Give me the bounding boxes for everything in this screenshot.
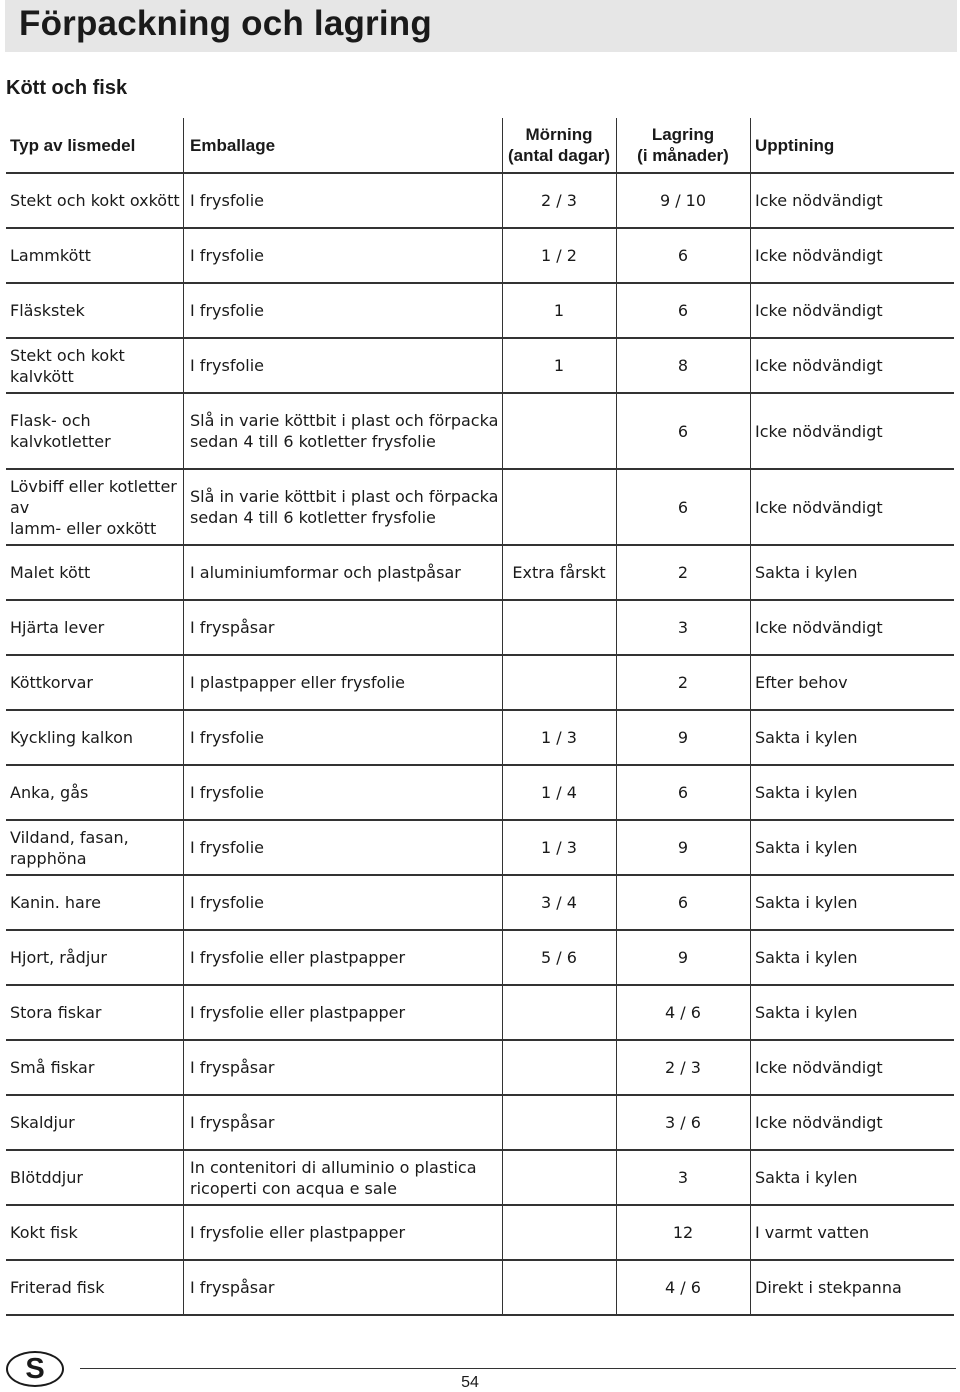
table-row: [6, 394, 954, 470]
food-type-cell: Anka, gås: [10, 783, 89, 802]
table-row: [6, 931, 954, 986]
packaging-cell: I frysfolie: [190, 838, 264, 857]
food-type-cell: Köttkorvar: [10, 673, 93, 692]
thawing-cell: Efter behov: [755, 673, 848, 692]
table-row: [6, 1261, 954, 1316]
storage-months-cell: 9 / 10: [659, 191, 707, 210]
storage-months-cell: 9: [677, 948, 689, 967]
packaging-cell: I frysfolie eller plastpapper: [190, 1003, 406, 1022]
storage-months-cell: 3: [677, 618, 689, 637]
food-type-cell: Små fiskar: [10, 1058, 95, 1077]
aging-days-cell: [503, 1206, 615, 1259]
packaging-cell: I frysfolie: [190, 191, 264, 210]
aging-days-cell: 1 / 3: [541, 728, 577, 747]
thawing-cell: Icke nödvändigt: [755, 301, 883, 320]
packaging-cell: I fryspåsar: [190, 1278, 275, 1297]
table-row: [6, 821, 954, 876]
table-row: [6, 1041, 954, 1096]
header-packaging: Emballage: [190, 135, 276, 155]
storage-table: [6, 118, 954, 1316]
table-row: [6, 229, 954, 284]
footer-divider: [80, 1368, 956, 1369]
packaging-cell: I frysfolie eller plastpapper: [190, 948, 406, 967]
thawing-cell: Icke nödvändigt: [755, 421, 883, 441]
food-type-cell: Kyckling kalkon: [10, 728, 133, 747]
storage-months-cell: 6: [677, 301, 689, 320]
thawing-cell: Direkt i stekpanna: [755, 1278, 902, 1297]
thawing-cell: Sakta i kylen: [755, 838, 858, 857]
aging-days-cell: 1 / 3: [541, 838, 577, 857]
food-type-cell: Fläskstek: [10, 301, 85, 320]
aging-days-cell: 1: [553, 356, 565, 375]
food-type-cell: Stekt och kokt kalvkött: [10, 345, 125, 386]
food-type-cell: Stekt och kokt oxkött: [10, 191, 180, 210]
page-number: 54: [461, 1374, 479, 1391]
packaging-cell: I fryspåsar: [190, 1058, 275, 1077]
table-row: [6, 656, 954, 711]
food-type-cell: Flask- och kalvkotletter: [10, 411, 111, 451]
thawing-cell: Icke nödvändigt: [755, 246, 883, 265]
food-type-cell: Malet kött: [10, 563, 91, 582]
thawing-cell: Sakta i kylen: [755, 563, 858, 582]
storage-months-cell: 2: [677, 673, 689, 692]
storage-months-cell: 3: [677, 1168, 689, 1187]
storage-months-cell: 3 / 6: [665, 1113, 701, 1132]
aging-days-cell: 3 / 4: [541, 893, 577, 912]
packaging-cell: I fryspåsar: [190, 618, 275, 637]
thawing-cell: Icke nödvändigt: [755, 1113, 883, 1132]
table-row: [6, 766, 954, 821]
aging-days-cell: [503, 394, 615, 468]
thawing-cell: Sakta i kylen: [755, 783, 858, 802]
packaging-cell: I frysfolie: [190, 783, 264, 802]
packaging-cell: Slå in varie köttbit i plast och förpacka sedan 4 till 6 kotletter frysfolie: [190, 411, 499, 451]
food-type-cell: Vildand, fasan, rapphöna: [10, 827, 129, 868]
table-row: [6, 284, 954, 339]
table-row: [6, 1151, 954, 1206]
storage-months-cell: 12: [672, 1223, 694, 1242]
aging-days-cell: 5 / 6: [541, 948, 577, 967]
packaging-cell: I frysfolie: [190, 893, 264, 912]
table-header-row: [6, 118, 954, 174]
storage-months-cell: 6: [677, 421, 689, 441]
table-row: [6, 876, 954, 931]
food-type-cell: Stora fiskar: [10, 1003, 102, 1022]
storage-months-cell: 6: [677, 783, 689, 802]
packaging-cell: I plastpapper eller frysfolie: [190, 673, 406, 692]
thawing-cell: I varmt vatten: [755, 1223, 870, 1242]
packaging-cell: I frysfolie: [190, 246, 264, 265]
thawing-cell: Sakta i kylen: [755, 893, 858, 912]
header-food-type: Typ av lismedel: [10, 135, 136, 155]
table-row: [6, 470, 954, 546]
aging-days-cell: [503, 656, 615, 709]
table-row: [6, 711, 954, 766]
packaging-cell: In contenitori di alluminio o plastica ricoperti con acqua e sale: [190, 1157, 477, 1198]
food-type-cell: Kokt fisk: [10, 1223, 78, 1242]
page-title: Förpackning och lagring: [19, 4, 432, 43]
thawing-cell: Icke nödvändigt: [755, 497, 883, 517]
header-thawing: Upptining: [755, 135, 835, 155]
table-row: [6, 601, 954, 656]
language-badge: S: [6, 1351, 64, 1387]
aging-days-cell: [503, 1096, 615, 1149]
storage-months-cell: 2: [677, 563, 689, 582]
food-type-cell: Lammkött: [10, 246, 91, 265]
food-type-cell: Hjärta lever: [10, 618, 105, 637]
aging-days-cell: 1: [553, 301, 565, 320]
packaging-cell: I fryspåsar: [190, 1113, 275, 1132]
aging-days-cell: [503, 986, 615, 1039]
table-row: [6, 1206, 954, 1261]
aging-days-cell: Extra fårskt: [512, 563, 606, 582]
thawing-cell: Sakta i kylen: [755, 948, 858, 967]
storage-months-cell: 6: [677, 893, 689, 912]
food-type-cell: Skaldjur: [10, 1113, 75, 1132]
aging-days-cell: [503, 470, 615, 544]
food-type-cell: Hjort, rådjur: [10, 948, 107, 967]
table-row: [6, 174, 954, 229]
aging-days-cell: [503, 1151, 615, 1204]
aging-days-cell: 1 / 2: [541, 246, 577, 265]
food-type-cell: Friterad fisk: [10, 1278, 105, 1297]
table-row: [6, 986, 954, 1041]
aging-days-cell: [503, 1041, 615, 1094]
thawing-cell: Icke nödvändigt: [755, 618, 883, 637]
aging-days-cell: 1 / 4: [541, 783, 577, 802]
storage-months-cell: 6: [677, 246, 689, 265]
thawing-cell: Sakta i kylen: [755, 1168, 858, 1187]
header-aging-days: Mörning (antal dagar): [507, 125, 611, 165]
section-title: Kött och fisk: [6, 77, 128, 99]
thawing-cell: Sakta i kylen: [755, 1003, 858, 1022]
thawing-cell: Icke nödvändigt: [755, 1058, 883, 1077]
page-footer: [0, 1340, 960, 1392]
storage-months-cell: 8: [677, 356, 689, 375]
packaging-cell: I frysfolie: [190, 728, 264, 747]
packaging-cell: I aluminiumformar och plastpåsar: [190, 563, 461, 582]
thawing-cell: Icke nödvändigt: [755, 191, 883, 210]
aging-days-cell: [503, 601, 615, 654]
title-bar: [5, 0, 957, 52]
packaging-cell: I frysfolie eller plastpapper: [190, 1223, 406, 1242]
packaging-cell: I frysfolie: [190, 356, 264, 375]
packaging-cell: I frysfolie: [190, 301, 264, 320]
aging-days-cell: [503, 1261, 615, 1314]
table-row: [6, 1096, 954, 1151]
storage-months-cell: 9: [677, 728, 689, 747]
storage-months-cell: 4 / 6: [665, 1003, 701, 1022]
food-type-cell: Blötddjur: [10, 1168, 83, 1187]
storage-months-cell: 2 / 3: [665, 1058, 701, 1077]
table-row: [6, 339, 954, 394]
packaging-cell: Slå in varie köttbit i plast och förpacka sedan 4 till 6 kotletter frysfolie: [190, 487, 499, 527]
storage-months-cell: 4 / 6: [665, 1278, 701, 1297]
storage-months-cell: 9: [677, 838, 689, 857]
food-type-cell: Kanin. hare: [10, 893, 101, 912]
storage-months-cell: 6: [677, 497, 689, 517]
food-type-cell: Lövbiff eller kotletter av lamm- eller oxkött: [10, 476, 177, 538]
aging-days-cell: 2 / 3: [541, 191, 577, 210]
thawing-cell: Icke nödvändigt: [755, 356, 883, 375]
header-storage-months: Lagring (i månader): [637, 125, 729, 165]
table-row: [6, 546, 954, 601]
thawing-cell: Sakta i kylen: [755, 728, 858, 747]
